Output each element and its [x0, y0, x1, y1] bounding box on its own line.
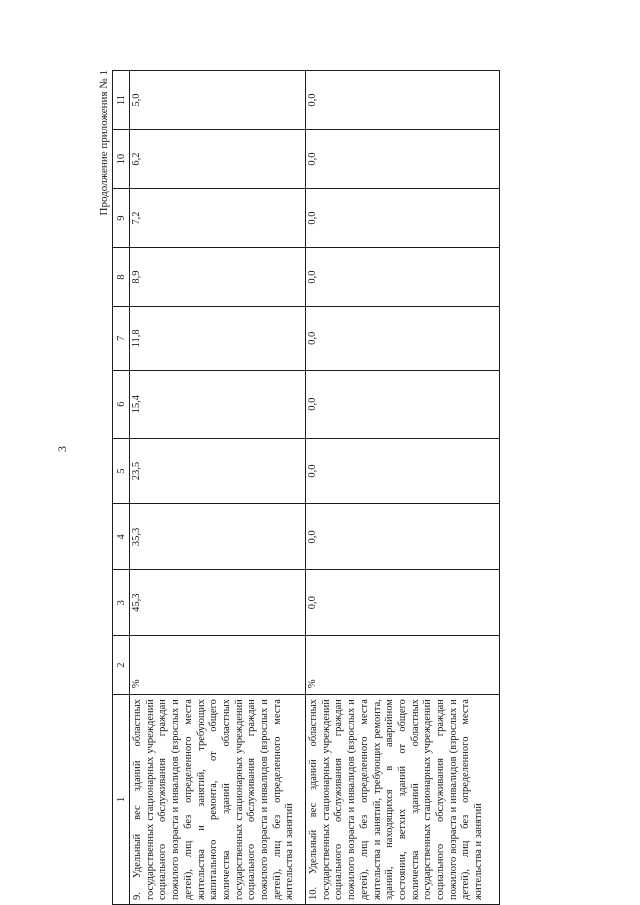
value-cell: 8,9 [130, 248, 306, 307]
column-header: 11 [113, 71, 130, 130]
column-header: 2 [113, 636, 130, 695]
column-header: 1 [113, 695, 130, 905]
value-cell: 0,0 [306, 130, 500, 189]
value-cell: 7,2 [130, 189, 306, 248]
value-cell: 0,0 [306, 570, 500, 636]
unit-cell: % [306, 636, 500, 695]
value-cell: 6,2 [130, 130, 306, 189]
value-cell: 0,0 [306, 248, 500, 307]
header-row [113, 71, 130, 905]
indicators-table [112, 70, 500, 905]
value-cell: 35,3 [130, 504, 306, 570]
column-header: 9 [113, 189, 130, 248]
column-header: 5 [113, 438, 130, 504]
unit-cell: % [130, 636, 306, 695]
column-header: 8 [113, 248, 130, 307]
value-cell: 11,8 [130, 307, 306, 371]
column-header: 10 [113, 130, 130, 189]
column-header: 6 [113, 370, 130, 438]
value-cell: 45,3 [130, 570, 306, 636]
table-row [130, 71, 306, 905]
value-cell: 0,0 [306, 189, 500, 248]
table-row [306, 71, 500, 905]
value-cell: 0,0 [306, 504, 500, 570]
appendix-caption: Продолжение приложения № 1 [98, 70, 110, 216]
rotated-landscape-page [98, 70, 500, 905]
page-number: 3 [55, 446, 69, 452]
value-cell: 0,0 [306, 370, 500, 438]
indicator-description: 9. Удельный вес зданий областных государственных стационарных учреждений социального обслуживания граждан пожилого возраста и инвалидов (взрослых и детей), лиц без определенного места жительства и занятий, требующих капитального ремонта, от общего количества зданий областных государственных стационарных учреждений социального обслуживания граждан пожилого возраста и инвалидов (взрослых и детей), лиц без определенного места жительства и занятий [130, 695, 306, 905]
value-cell: 0,0 [306, 71, 500, 130]
value-cell: 0,0 [306, 438, 500, 504]
value-cell: 5,0 [130, 71, 306, 130]
value-cell: 23,5 [130, 438, 306, 504]
value-cell: 15,4 [130, 370, 306, 438]
column-header: 3 [113, 570, 130, 636]
value-cell: 0,0 [306, 307, 500, 371]
column-header: 4 [113, 504, 130, 570]
column-header: 7 [113, 307, 130, 371]
indicator-description: 10. Удельный вес зданий областных государственных стационарных учреждений социального обслуживания граждан пожилого возраста и инвалидов (взрослых и детей), лиц без определенного места жительства и занятий, требующих ремонта, зданий, находящихся в аварийном состоянии, ветхих зданий от общего количества зданий областных государственных стационарных учреждений социального обслуживания граждан пожилого возраста и инвалидов (взрослых и детей), лиц без определенного места жительства и занятий [306, 695, 500, 905]
